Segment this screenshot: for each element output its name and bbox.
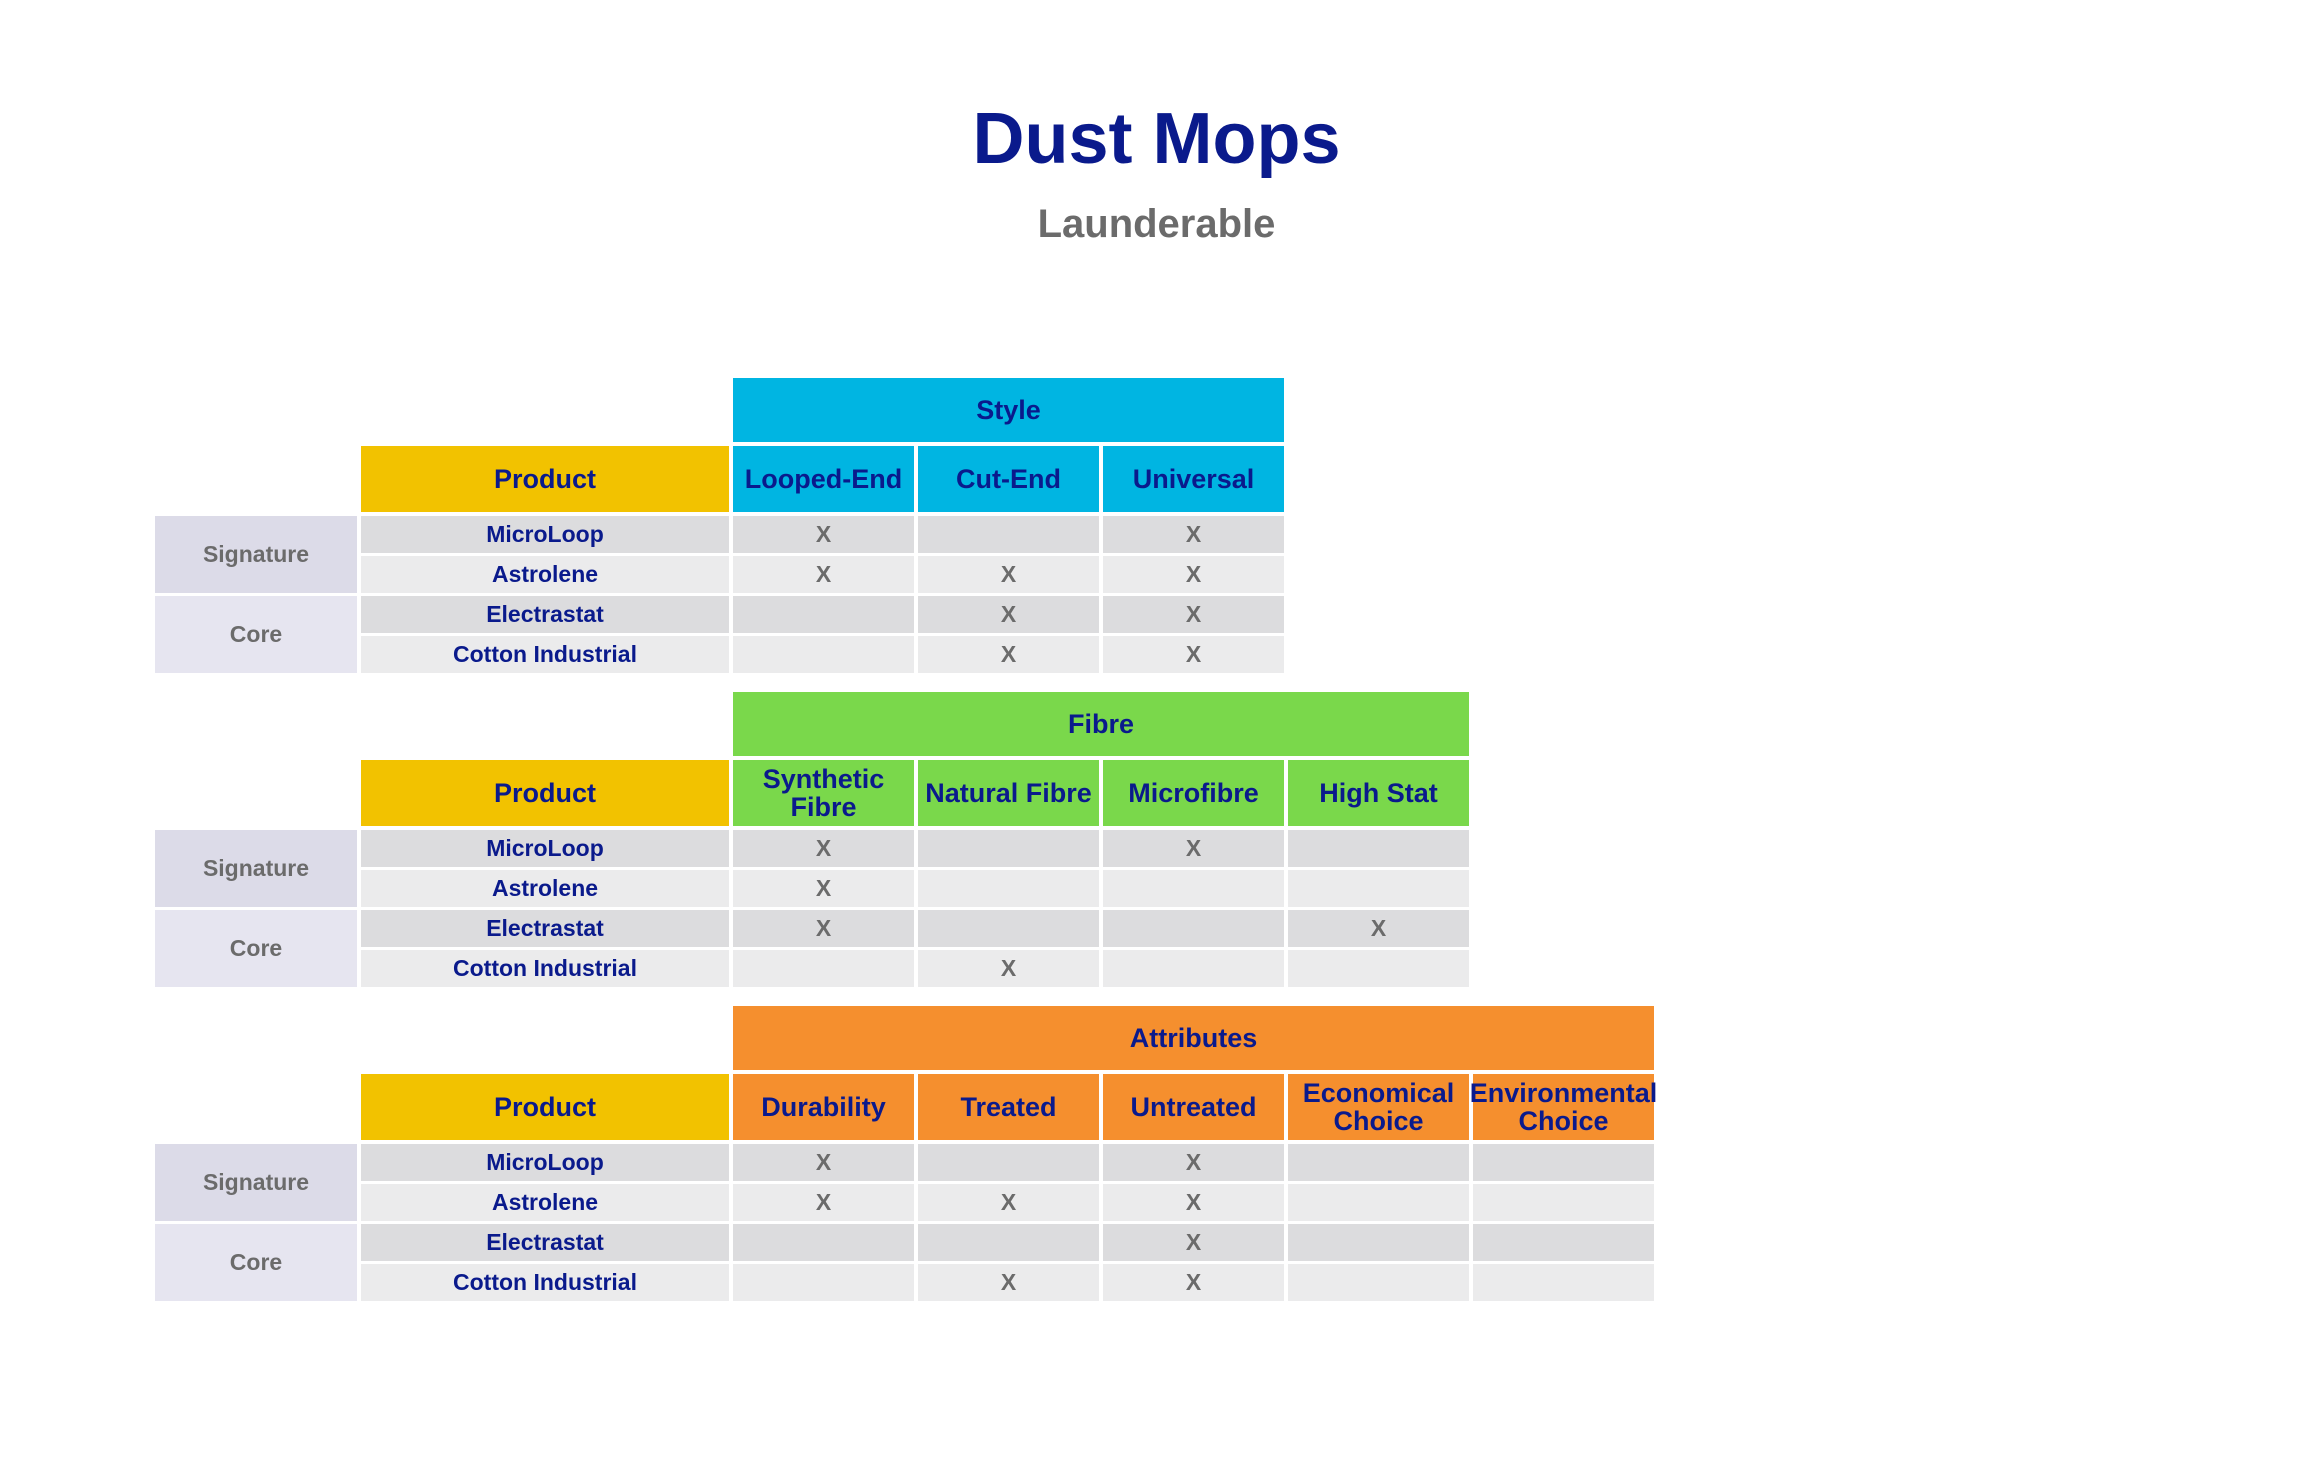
product-name: Electrastat: [361, 910, 729, 947]
product-column-header: Product: [361, 760, 729, 826]
check-mark-cell: [918, 1144, 1099, 1181]
check-mark-cell: [1288, 1184, 1469, 1221]
check-mark-cell: [1103, 870, 1284, 907]
check-mark-cell: [1288, 830, 1469, 867]
check-mark-cell: [918, 830, 1099, 867]
check-mark-cell: [1288, 870, 1469, 907]
tier-label-core: Core: [155, 596, 357, 673]
fibre-group-header: Fibre: [733, 692, 1469, 756]
check-mark-cell: X: [918, 1264, 1099, 1301]
check-mark-cell: X: [1103, 1184, 1284, 1221]
check-mark-cell: X: [918, 556, 1099, 593]
product-name: Cotton Industrial: [361, 950, 729, 987]
style-group-header: Style: [733, 378, 1284, 442]
column-header: Durability: [733, 1074, 914, 1140]
check-mark-cell: [918, 870, 1099, 907]
check-mark-cell: [1473, 1264, 1654, 1301]
column-header: Microfibre: [1103, 760, 1284, 826]
page-subtitle: Launderable: [1037, 202, 1276, 246]
check-mark-cell: [733, 636, 914, 673]
tier-label-core: Core: [155, 1224, 357, 1301]
check-mark-cell: [1473, 1224, 1654, 1261]
page-title: Dust Mops: [972, 99, 1341, 179]
check-mark-cell: [1288, 1224, 1469, 1261]
tier-label-signature: Signature: [155, 830, 357, 907]
tier-label-core: Core: [155, 910, 357, 987]
check-mark-cell: [918, 1224, 1099, 1261]
column-header: Looped-End: [733, 446, 914, 512]
check-mark-cell: X: [918, 636, 1099, 673]
product-name: Astrolene: [361, 870, 729, 907]
check-mark-cell: X: [733, 910, 914, 947]
check-mark-cell: [1103, 910, 1284, 947]
column-header: Universal: [1103, 446, 1284, 512]
product-column-header: Product: [361, 446, 729, 512]
product-name: Astrolene: [361, 1184, 729, 1221]
product-name: Cotton Industrial: [361, 636, 729, 673]
check-mark-cell: X: [1103, 636, 1284, 673]
product-name: Cotton Industrial: [361, 1264, 729, 1301]
column-header: Untreated: [1103, 1074, 1284, 1140]
check-mark-cell: X: [918, 950, 1099, 987]
product-name: Astrolene: [361, 556, 729, 593]
column-header: Environmental Choice: [1473, 1074, 1654, 1140]
tier-label-signature: Signature: [155, 1144, 357, 1221]
product-name: MicroLoop: [361, 830, 729, 867]
check-mark-cell: X: [733, 556, 914, 593]
product-name: Electrastat: [361, 596, 729, 633]
check-mark-cell: X: [1103, 516, 1284, 553]
check-mark-cell: [1103, 950, 1284, 987]
check-mark-cell: X: [1103, 596, 1284, 633]
check-mark-cell: [1473, 1184, 1654, 1221]
check-mark-cell: X: [733, 1184, 914, 1221]
check-mark-cell: X: [918, 1184, 1099, 1221]
product-name: Electrastat: [361, 1224, 729, 1261]
column-header: Cut-End: [918, 446, 1099, 512]
check-mark-cell: [733, 950, 914, 987]
column-header: High Stat: [1288, 760, 1469, 826]
check-mark-cell: X: [733, 830, 914, 867]
check-mark-cell: X: [1103, 1264, 1284, 1301]
check-mark-cell: [1473, 1144, 1654, 1181]
attributes-group-header: Attributes: [733, 1006, 1654, 1070]
check-mark-cell: [733, 1264, 914, 1301]
check-mark-cell: X: [1103, 1144, 1284, 1181]
check-mark-cell: X: [1103, 830, 1284, 867]
column-header: Synthetic Fibre: [733, 760, 914, 826]
product-column-header: Product: [361, 1074, 729, 1140]
tier-label-signature: Signature: [155, 516, 357, 593]
check-mark-cell: X: [733, 1144, 914, 1181]
column-header: Economical Choice: [1288, 1074, 1469, 1140]
check-mark-cell: [733, 596, 914, 633]
check-mark-cell: X: [1288, 910, 1469, 947]
check-mark-cell: X: [918, 596, 1099, 633]
product-name: MicroLoop: [361, 1144, 729, 1181]
column-header: Natural Fibre: [918, 760, 1099, 826]
check-mark-cell: [1288, 950, 1469, 987]
check-mark-cell: X: [1103, 1224, 1284, 1261]
column-header: Treated: [918, 1074, 1099, 1140]
product-name: MicroLoop: [361, 516, 729, 553]
check-mark-cell: [918, 910, 1099, 947]
check-mark-cell: [918, 516, 1099, 553]
check-mark-cell: [1288, 1144, 1469, 1181]
check-mark-cell: X: [733, 870, 914, 907]
check-mark-cell: [733, 1224, 914, 1261]
check-mark-cell: X: [1103, 556, 1284, 593]
check-mark-cell: [1288, 1264, 1469, 1301]
check-mark-cell: X: [733, 516, 914, 553]
